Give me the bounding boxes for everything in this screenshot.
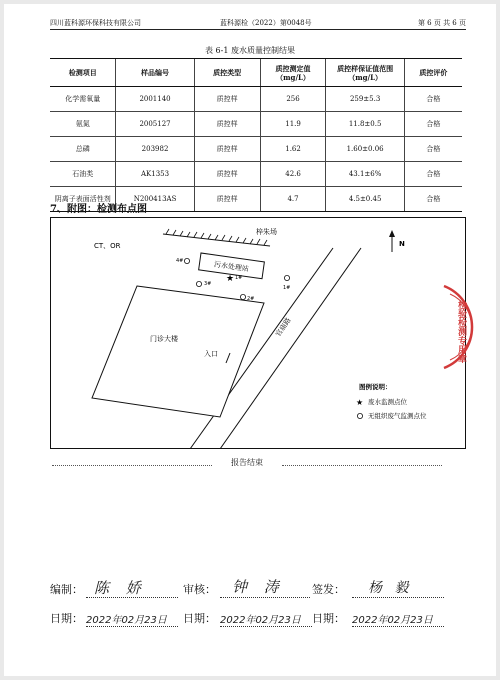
qc-table bbox=[50, 58, 462, 212]
cell-sample-id: 2001140 bbox=[116, 87, 194, 112]
reviewed-date-line bbox=[220, 626, 312, 627]
col-header-measured: 质控测定值 （mg/L） bbox=[260, 59, 326, 87]
svg-text:1#: 1# bbox=[235, 275, 243, 281]
cell-guaranteed: 43.1±6% bbox=[326, 162, 404, 187]
circle-icon bbox=[357, 413, 362, 418]
circle-icon bbox=[184, 258, 189, 263]
star-icon: ★ bbox=[226, 274, 235, 284]
prepared-label: 编制： bbox=[50, 583, 83, 596]
end-divider-right bbox=[282, 465, 442, 466]
cell-item: 阴离子表面活性剂 bbox=[50, 187, 116, 212]
cell-measured: 11.9 bbox=[260, 112, 326, 137]
header-page-number: 第 6 页 共 6 页 bbox=[417, 19, 466, 27]
issued-date-label: 日期： bbox=[312, 612, 345, 625]
wastewater-station-label: 污水处理站 bbox=[213, 260, 250, 274]
cell-evaluation: 合格 bbox=[404, 112, 462, 137]
signature-row bbox=[50, 579, 450, 599]
reviewed-label: 审核： bbox=[183, 583, 216, 596]
reviewed-line bbox=[220, 597, 310, 598]
reviewed-date-label: 日期： bbox=[183, 612, 216, 625]
col-header-guaranteed: 质控样保证值范围 （mg/L） bbox=[326, 59, 404, 87]
circle-icon bbox=[284, 275, 289, 280]
cell-guaranteed: 4.5±0.45 bbox=[326, 187, 404, 212]
date-row bbox=[50, 608, 450, 628]
prepared-date-label: 日期： bbox=[50, 612, 83, 625]
entrance-label: 入口 bbox=[204, 350, 218, 358]
gas-point-4 bbox=[176, 258, 190, 264]
col-header-item: 检测项目 bbox=[50, 59, 116, 87]
table-row bbox=[50, 162, 462, 187]
monitoring-site-map bbox=[50, 217, 466, 449]
north-label: N bbox=[399, 240, 405, 248]
inspection-seal bbox=[440, 282, 500, 372]
cell-qc-type: 质控样 bbox=[194, 162, 260, 187]
cell-sample-id: AK1353 bbox=[116, 162, 194, 187]
cell-measured: 42.6 bbox=[260, 162, 326, 187]
circle-icon bbox=[196, 281, 201, 286]
cell-item: 氨氮 bbox=[50, 112, 116, 137]
cell-evaluation: 合格 bbox=[404, 162, 462, 187]
header-company: 四川蓝科源环保科技有限公司 bbox=[50, 19, 141, 27]
svg-text:4#: 4# bbox=[176, 258, 184, 264]
cell-sample-id: 2005127 bbox=[116, 112, 194, 137]
prepared-signature: 陈 娇 bbox=[94, 579, 147, 597]
cell-measured: 1.62 bbox=[260, 137, 326, 162]
table-title: 表 6-1 废水质量控制结果 bbox=[205, 46, 295, 55]
legend-item-gas: 无组织废气监测点位 bbox=[368, 412, 427, 420]
svg-text:2#: 2# bbox=[247, 296, 255, 302]
cell-evaluation: 合格 bbox=[404, 187, 462, 212]
report-end bbox=[52, 457, 442, 473]
cell-measured: 256 bbox=[260, 87, 326, 112]
cell-qc-type: 质控样 bbox=[194, 112, 260, 137]
prepared-date: 2022年02月23日 bbox=[86, 615, 167, 626]
col-header-sample-id: 样品编号 bbox=[116, 59, 194, 87]
svg-text:3#: 3# bbox=[204, 281, 212, 287]
cell-guaranteed: 1.60±0.06 bbox=[326, 137, 404, 162]
cell-guaranteed: 259±5.3 bbox=[326, 87, 404, 112]
issued-line bbox=[352, 597, 444, 598]
legend-title: 图例说明： bbox=[359, 383, 392, 391]
cell-item: 石油类 bbox=[50, 162, 116, 187]
cell-sample-id: 203982 bbox=[116, 137, 194, 162]
table-row bbox=[50, 137, 462, 162]
cell-measured: 4.7 bbox=[260, 187, 326, 212]
cell-item: 总磷 bbox=[50, 137, 116, 162]
header-report-number: 蓝科源检（2022）第0048号 bbox=[220, 19, 312, 27]
section-title: 7、附图：检测布点图 bbox=[50, 204, 147, 215]
header-divider bbox=[50, 29, 466, 30]
prepared-date-line bbox=[86, 626, 178, 627]
cell-sample-id: N200413AS bbox=[116, 187, 194, 212]
table-header-row bbox=[50, 59, 462, 87]
star-icon: ★ bbox=[356, 398, 364, 407]
building-label: 门诊大楼 bbox=[150, 335, 178, 343]
issued-date: 2022年02月23日 bbox=[352, 615, 433, 626]
river-label: 梓朱场 bbox=[256, 228, 277, 236]
ct-or-label: CT、OR bbox=[94, 242, 121, 250]
report-page bbox=[4, 4, 496, 676]
report-end-text: 报告结束 bbox=[231, 458, 263, 467]
col-header-evaluation: 质控评价 bbox=[404, 59, 462, 87]
reviewed-signature: 钟 涛 bbox=[232, 578, 285, 596]
circle-icon bbox=[240, 294, 245, 299]
issued-label: 签发： bbox=[312, 583, 345, 596]
seal-text: 检验检测专用章 bbox=[456, 300, 466, 363]
cell-qc-type: 质控样 bbox=[194, 187, 260, 212]
prepared-line bbox=[86, 597, 178, 598]
cell-evaluation: 合格 bbox=[404, 87, 462, 112]
legend-item-wastewater: 废水监测点位 bbox=[368, 398, 407, 406]
cell-qc-type: 质控样 bbox=[194, 137, 260, 162]
issued-signature: 杨 毅 bbox=[368, 580, 413, 596]
svg-text:1#: 1# bbox=[283, 285, 291, 291]
cell-guaranteed: 11.8±0.5 bbox=[326, 112, 404, 137]
table-row bbox=[50, 112, 462, 137]
reviewed-date: 2022年02月23日 bbox=[220, 615, 301, 626]
road-label: 官庙路 bbox=[274, 316, 293, 339]
col-header-qc-type: 质控类型 bbox=[194, 59, 260, 87]
cell-qc-type: 质控样 bbox=[194, 87, 260, 112]
cell-item: 化学需氧量 bbox=[50, 87, 116, 112]
cell-evaluation: 合格 bbox=[404, 137, 462, 162]
issued-date-line bbox=[352, 626, 444, 627]
table-row bbox=[50, 87, 462, 112]
gas-point-3 bbox=[196, 281, 211, 287]
